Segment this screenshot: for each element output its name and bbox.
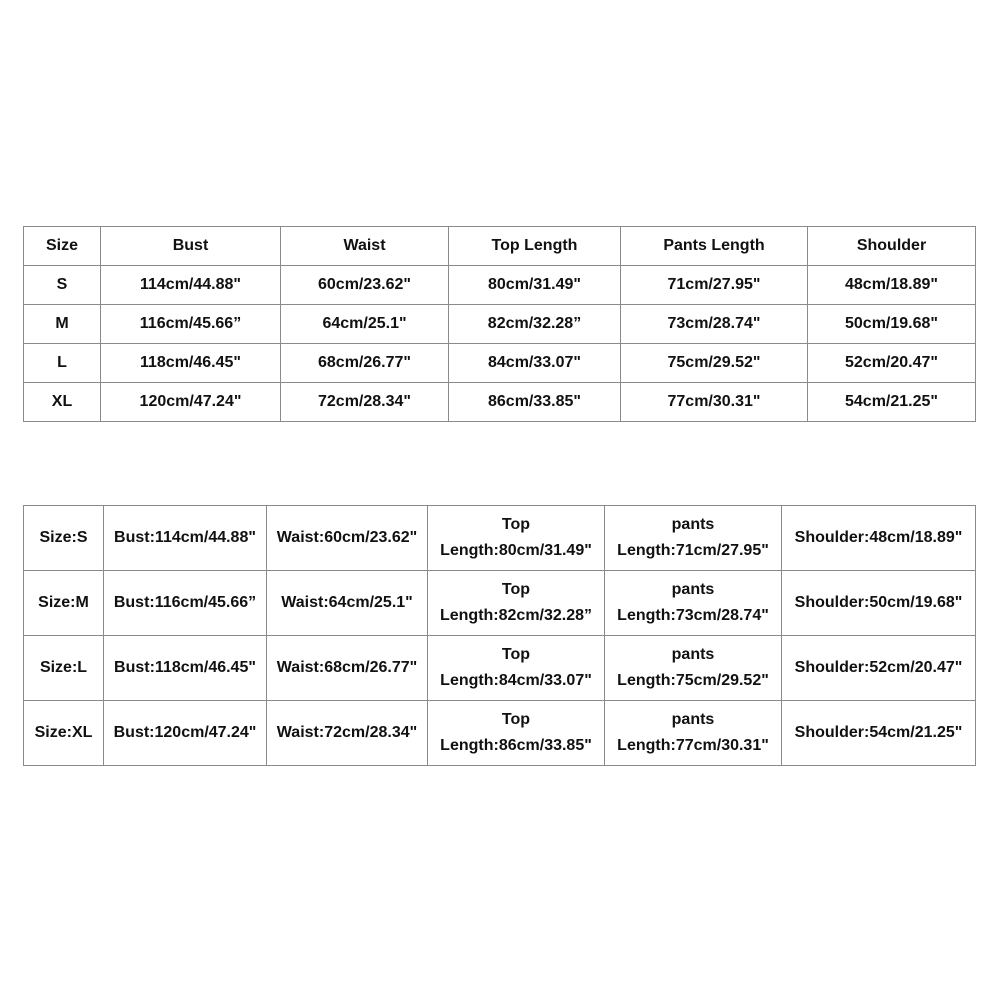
- size-cell: S: [24, 266, 101, 305]
- pants-length-label: pants: [671, 581, 715, 598]
- waist-cell: 60cm/23.62": [281, 266, 449, 305]
- top-length-cell: 82cm/32.28”: [449, 305, 621, 344]
- pants-length-value: Length:73cm/28.74": [617, 607, 769, 624]
- shoulder-cell: 54cm/21.25": [808, 383, 976, 422]
- waist-cell: Waist:64cm/25.1": [267, 571, 428, 636]
- table-header-row: [24, 227, 976, 266]
- size-cell: Size:XL: [24, 701, 104, 766]
- pants-length-cell: [605, 636, 782, 701]
- pants-length-label: pants: [671, 646, 715, 663]
- pants-length-cell: 71cm/27.95": [621, 266, 808, 305]
- bust-cell: 116cm/45.66”: [101, 305, 281, 344]
- waist-cell: Waist:60cm/23.62": [267, 506, 428, 571]
- top-length-cell: [428, 636, 605, 701]
- table-row: [24, 305, 976, 344]
- pants-length-value: Length:71cm/27.95": [617, 542, 769, 559]
- shoulder-cell: Shoulder:48cm/18.89": [782, 506, 976, 571]
- header-cell-shoulder: Shoulder: [808, 227, 976, 266]
- shoulder-cell: Shoulder:54cm/21.25": [782, 701, 976, 766]
- shoulder-cell: 50cm/19.68": [808, 305, 976, 344]
- table-row: [24, 266, 976, 305]
- header-cell-bust: Bust: [101, 227, 281, 266]
- shoulder-cell: Shoulder:50cm/19.68": [782, 571, 976, 636]
- top-length-label: Top: [501, 516, 531, 533]
- pants-length-cell: [605, 701, 782, 766]
- top-length-value: Length:86cm/33.85": [440, 737, 592, 754]
- pants-length-cell: [605, 506, 782, 571]
- top-length-cell: [428, 506, 605, 571]
- shoulder-cell: 52cm/20.47": [808, 344, 976, 383]
- table-row: [24, 506, 976, 571]
- pants-length-label: pants: [671, 516, 715, 533]
- bust-cell: Bust:116cm/45.66”: [104, 571, 267, 636]
- size-cell: Size:S: [24, 506, 104, 571]
- pants-length-cell: [605, 571, 782, 636]
- pants-length-cell: 73cm/28.74": [621, 305, 808, 344]
- waist-cell: Waist:68cm/26.77": [267, 636, 428, 701]
- shoulder-cell: 48cm/18.89": [808, 266, 976, 305]
- header-cell-top-length: Top Length: [449, 227, 621, 266]
- top-length-cell: 80cm/31.49": [449, 266, 621, 305]
- header-cell-size: Size: [24, 227, 101, 266]
- top-length-value: Length:80cm/31.49": [440, 542, 592, 559]
- bust-cell: 120cm/47.24": [101, 383, 281, 422]
- bust-cell: 118cm/46.45": [101, 344, 281, 383]
- waist-cell: 72cm/28.34": [281, 383, 449, 422]
- size-cell: Size:L: [24, 636, 104, 701]
- pants-length-cell: 75cm/29.52": [621, 344, 808, 383]
- waist-cell: 68cm/26.77": [281, 344, 449, 383]
- top-length-label: Top: [501, 581, 531, 598]
- bust-cell: Bust:118cm/46.45": [104, 636, 267, 701]
- top-length-value: Length:84cm/33.07": [440, 672, 592, 689]
- header-cell-waist: Waist: [281, 227, 449, 266]
- pants-length-cell: 77cm/30.31": [621, 383, 808, 422]
- waist-cell: Waist:72cm/28.34": [267, 701, 428, 766]
- pants-length-value: Length:77cm/30.31": [617, 737, 769, 754]
- table-row: [24, 701, 976, 766]
- header-cell-pants-length: Pants Length: [621, 227, 808, 266]
- size-cell: XL: [24, 383, 101, 422]
- waist-cell: 64cm/25.1": [281, 305, 449, 344]
- bust-cell: Bust:114cm/44.88": [104, 506, 267, 571]
- bust-cell: Bust:120cm/47.24": [104, 701, 267, 766]
- pants-length-value: Length:75cm/29.52": [617, 672, 769, 689]
- table-row: [24, 344, 976, 383]
- shoulder-cell: Shoulder:52cm/20.47": [782, 636, 976, 701]
- top-length-label: Top: [501, 646, 531, 663]
- top-length-cell: [428, 701, 605, 766]
- table-row: [24, 571, 976, 636]
- pants-length-label: pants: [671, 711, 715, 728]
- top-length-cell: 86cm/33.85": [449, 383, 621, 422]
- bust-cell: 114cm/44.88": [101, 266, 281, 305]
- size-cell: M: [24, 305, 101, 344]
- top-length-cell: 84cm/33.07": [449, 344, 621, 383]
- table-row: [24, 383, 976, 422]
- top-length-cell: [428, 571, 605, 636]
- top-length-value: Length:82cm/32.28”: [439, 607, 593, 624]
- labeled-size-chart-table: [23, 505, 976, 766]
- size-cell: Size:M: [24, 571, 104, 636]
- size-chart-table: [23, 226, 976, 422]
- table-row: [24, 636, 976, 701]
- size-cell: L: [24, 344, 101, 383]
- top-length-label: Top: [501, 711, 531, 728]
